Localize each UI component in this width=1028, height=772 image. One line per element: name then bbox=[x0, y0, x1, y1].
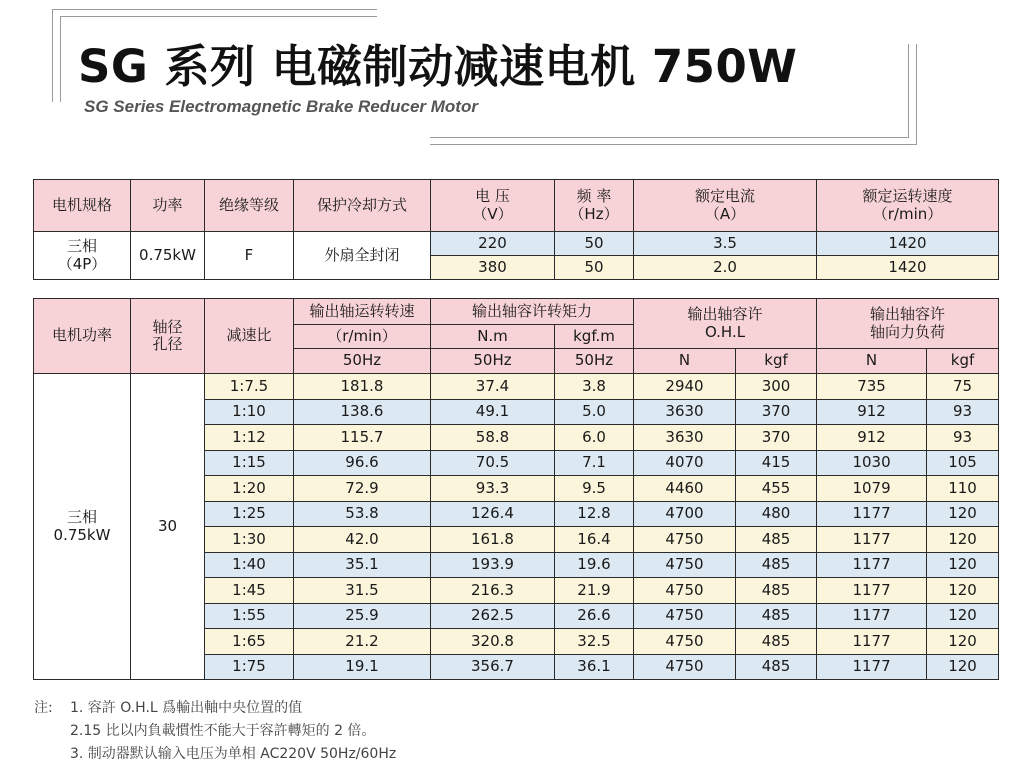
speed-cell: 21.2 bbox=[294, 629, 431, 655]
header-speed-hz: 50Hz bbox=[294, 349, 431, 374]
notes-label: 注: bbox=[34, 700, 53, 716]
ratio-cell: 1:55 bbox=[205, 603, 294, 629]
header-output-speed: 输出轴运转转速 bbox=[294, 299, 431, 325]
ratio-cell: 1:30 bbox=[205, 527, 294, 553]
torque-kgfm-cell: 16.4 bbox=[555, 527, 634, 553]
speed-cell: 19.1 bbox=[294, 654, 431, 680]
header-kgfm-hz: 50Hz bbox=[555, 349, 634, 374]
title-frame-line bbox=[916, 44, 917, 145]
spec-cooling: 外扇全封闭 bbox=[294, 232, 431, 280]
torque-nm-cell: 262.5 bbox=[431, 603, 555, 629]
spec-current: 3.5 bbox=[634, 232, 817, 256]
ohl-kgf-cell: 370 bbox=[736, 399, 817, 425]
note-item: 1. 容許 O.H.L 爲輸出軸中央位置的值 bbox=[70, 700, 303, 716]
axial-n-cell: 1177 bbox=[817, 629, 927, 655]
ohl-n-cell: 4700 bbox=[634, 501, 736, 527]
ohl-kgf-cell: 455 bbox=[736, 476, 817, 502]
ratio-cell: 1:65 bbox=[205, 629, 294, 655]
title-frame-line bbox=[52, 9, 53, 102]
axial-kgf-cell: 120 bbox=[927, 629, 999, 655]
ratio-cell: 1:75 bbox=[205, 654, 294, 680]
axial-kgf-cell: 120 bbox=[927, 654, 999, 680]
spec-table bbox=[33, 179, 999, 280]
torque-kgfm-cell: 21.9 bbox=[555, 578, 634, 604]
title-frame-line bbox=[60, 16, 377, 17]
header-ratio: 减速比 bbox=[205, 299, 294, 374]
axial-kgf-cell: 120 bbox=[927, 527, 999, 553]
speed-cell: 181.8 bbox=[294, 374, 431, 400]
axial-n-cell: 912 bbox=[817, 399, 927, 425]
page-subtitle: SG Series Electromagnetic Brake Reducer Motor bbox=[84, 97, 478, 116]
torque-nm-cell: 93.3 bbox=[431, 476, 555, 502]
header-nm-hz: 50Hz bbox=[431, 349, 555, 374]
ohl-kgf-cell: 485 bbox=[736, 629, 817, 655]
axial-n-cell: 1079 bbox=[817, 476, 927, 502]
ohl-kgf-cell: 485 bbox=[736, 654, 817, 680]
header-axial-n: N bbox=[817, 349, 927, 374]
speed-cell: 25.9 bbox=[294, 603, 431, 629]
torque-nm-cell: 356.7 bbox=[431, 654, 555, 680]
note-item: 3. 制动器默认输入电压为单相 AC220V 50Hz/60Hz bbox=[70, 746, 397, 762]
title-frame-line bbox=[52, 9, 377, 10]
speed-cell: 53.8 bbox=[294, 501, 431, 527]
ohl-kgf-cell: 485 bbox=[736, 552, 817, 578]
ohl-n-cell: 4750 bbox=[634, 603, 736, 629]
ohl-n-cell: 4070 bbox=[634, 450, 736, 476]
header-ohl-kgf: kgf bbox=[736, 349, 817, 374]
header-rated-current: 额定电流 （A） bbox=[634, 180, 817, 232]
ohl-kgf-cell: 485 bbox=[736, 578, 817, 604]
ohl-kgf-cell: 480 bbox=[736, 501, 817, 527]
header-frequency: 频 率 （Hz） bbox=[555, 180, 634, 232]
ohl-n-cell: 3630 bbox=[634, 399, 736, 425]
speed-cell: 42.0 bbox=[294, 527, 431, 553]
title-frame-line bbox=[60, 16, 61, 102]
ohl-kgf-cell: 300 bbox=[736, 374, 817, 400]
axial-kgf-cell: 120 bbox=[927, 578, 999, 604]
speed-cell: 138.6 bbox=[294, 399, 431, 425]
header-torque-kgfm: kgf.m bbox=[555, 325, 634, 349]
ohl-kgf-cell: 485 bbox=[736, 603, 817, 629]
header-output-torque: 输出轴容许转矩力 bbox=[431, 299, 634, 325]
header-voltage: 电 压 （V） bbox=[431, 180, 555, 232]
title-frame-line bbox=[430, 144, 917, 145]
ratio-cell: 1:7.5 bbox=[205, 374, 294, 400]
spec-voltage: 380 bbox=[431, 256, 555, 280]
motor-power-cell: 三相 0.75kW bbox=[34, 374, 131, 680]
header-axial-load: 输出轴容许 轴向力负荷 bbox=[817, 299, 999, 349]
speed-cell: 35.1 bbox=[294, 552, 431, 578]
axial-n-cell: 912 bbox=[817, 425, 927, 451]
torque-kgfm-cell: 36.1 bbox=[555, 654, 634, 680]
torque-kgfm-cell: 5.0 bbox=[555, 399, 634, 425]
page-title: SG 系列 电磁制动减速电机 750W bbox=[78, 40, 798, 93]
header-speed-unit: （r/min） bbox=[294, 325, 431, 349]
torque-kgfm-cell: 9.5 bbox=[555, 476, 634, 502]
spec-speed: 1420 bbox=[817, 232, 999, 256]
axial-n-cell: 1177 bbox=[817, 578, 927, 604]
axial-n-cell: 1177 bbox=[817, 527, 927, 553]
torque-nm-cell: 70.5 bbox=[431, 450, 555, 476]
spec-frequency: 50 bbox=[555, 256, 634, 280]
speed-cell: 96.6 bbox=[294, 450, 431, 476]
torque-kgfm-cell: 32.5 bbox=[555, 629, 634, 655]
torque-kgfm-cell: 3.8 bbox=[555, 374, 634, 400]
ratio-cell: 1:12 bbox=[205, 425, 294, 451]
table-row bbox=[34, 374, 999, 400]
axial-kgf-cell: 120 bbox=[927, 603, 999, 629]
header-power: 功率 bbox=[131, 180, 205, 232]
ratio-cell: 1:20 bbox=[205, 476, 294, 502]
torque-nm-cell: 58.8 bbox=[431, 425, 555, 451]
spec-phase: 三相 （4P） bbox=[34, 232, 131, 280]
speed-cell: 72.9 bbox=[294, 476, 431, 502]
axial-kgf-cell: 93 bbox=[927, 425, 999, 451]
torque-kgfm-cell: 6.0 bbox=[555, 425, 634, 451]
ohl-kgf-cell: 415 bbox=[736, 450, 817, 476]
torque-nm-cell: 37.4 bbox=[431, 374, 555, 400]
axial-n-cell: 1030 bbox=[817, 450, 927, 476]
ratio-cell: 1:45 bbox=[205, 578, 294, 604]
torque-kgfm-cell: 12.8 bbox=[555, 501, 634, 527]
header-motor-power: 电机功率 bbox=[34, 299, 131, 374]
torque-nm-cell: 161.8 bbox=[431, 527, 555, 553]
torque-nm-cell: 126.4 bbox=[431, 501, 555, 527]
ohl-n-cell: 4750 bbox=[634, 578, 736, 604]
ohl-n-cell: 4750 bbox=[634, 654, 736, 680]
axial-n-cell: 1177 bbox=[817, 501, 927, 527]
axial-kgf-cell: 105 bbox=[927, 450, 999, 476]
title-frame-line bbox=[908, 44, 909, 138]
axial-n-cell: 1177 bbox=[817, 603, 927, 629]
torque-nm-cell: 193.9 bbox=[431, 552, 555, 578]
axial-n-cell: 1177 bbox=[817, 654, 927, 680]
torque-nm-cell: 49.1 bbox=[431, 399, 555, 425]
ratio-cell: 1:10 bbox=[205, 399, 294, 425]
axial-kgf-cell: 93 bbox=[927, 399, 999, 425]
axial-kgf-cell: 110 bbox=[927, 476, 999, 502]
title-frame-line bbox=[430, 137, 909, 138]
header-spec: 电机规格 bbox=[34, 180, 131, 232]
torque-kgfm-cell: 7.1 bbox=[555, 450, 634, 476]
ratio-cell: 1:40 bbox=[205, 552, 294, 578]
axial-kgf-cell: 75 bbox=[927, 374, 999, 400]
notes bbox=[34, 697, 396, 766]
header-ohl: 输出轴容许 O.H.L bbox=[634, 299, 817, 349]
torque-kgfm-cell: 26.6 bbox=[555, 603, 634, 629]
speed-cell: 115.7 bbox=[294, 425, 431, 451]
ratio-cell: 1:25 bbox=[205, 501, 294, 527]
header-torque-nm: N.m bbox=[431, 325, 555, 349]
performance-table bbox=[33, 298, 999, 680]
header-axial-kgf: kgf bbox=[927, 349, 999, 374]
ratio-cell: 1:15 bbox=[205, 450, 294, 476]
ohl-n-cell: 3630 bbox=[634, 425, 736, 451]
header-insulation: 绝缘等级 bbox=[205, 180, 294, 232]
shaft-cell: 30 bbox=[131, 374, 205, 680]
axial-n-cell: 735 bbox=[817, 374, 927, 400]
ohl-kgf-cell: 370 bbox=[736, 425, 817, 451]
header-shaft-diameter: 轴径 孔径 bbox=[131, 299, 205, 374]
axial-kgf-cell: 120 bbox=[927, 552, 999, 578]
ohl-n-cell: 2940 bbox=[634, 374, 736, 400]
axial-n-cell: 1177 bbox=[817, 552, 927, 578]
ohl-kgf-cell: 485 bbox=[736, 527, 817, 553]
torque-kgfm-cell: 19.6 bbox=[555, 552, 634, 578]
header-rated-speed: 额定运转速度 （r/min） bbox=[817, 180, 999, 232]
spec-insulation: F bbox=[205, 232, 294, 280]
axial-kgf-cell: 120 bbox=[927, 501, 999, 527]
spec-voltage: 220 bbox=[431, 232, 555, 256]
ohl-n-cell: 4460 bbox=[634, 476, 736, 502]
ohl-n-cell: 4750 bbox=[634, 552, 736, 578]
spec-frequency: 50 bbox=[555, 232, 634, 256]
spec-current: 2.0 bbox=[634, 256, 817, 280]
note-item: 2.15 比以内負載慣性不能大于容許轉矩的 2 倍。 bbox=[70, 723, 376, 739]
ohl-n-cell: 4750 bbox=[634, 629, 736, 655]
speed-cell: 31.5 bbox=[294, 578, 431, 604]
ohl-n-cell: 4750 bbox=[634, 527, 736, 553]
header-cooling: 保护冷却方式 bbox=[294, 180, 431, 232]
spec-power: 0.75kW bbox=[131, 232, 205, 280]
torque-nm-cell: 320.8 bbox=[431, 629, 555, 655]
spec-speed: 1420 bbox=[817, 256, 999, 280]
header-ohl-n: N bbox=[634, 349, 736, 374]
torque-nm-cell: 216.3 bbox=[431, 578, 555, 604]
